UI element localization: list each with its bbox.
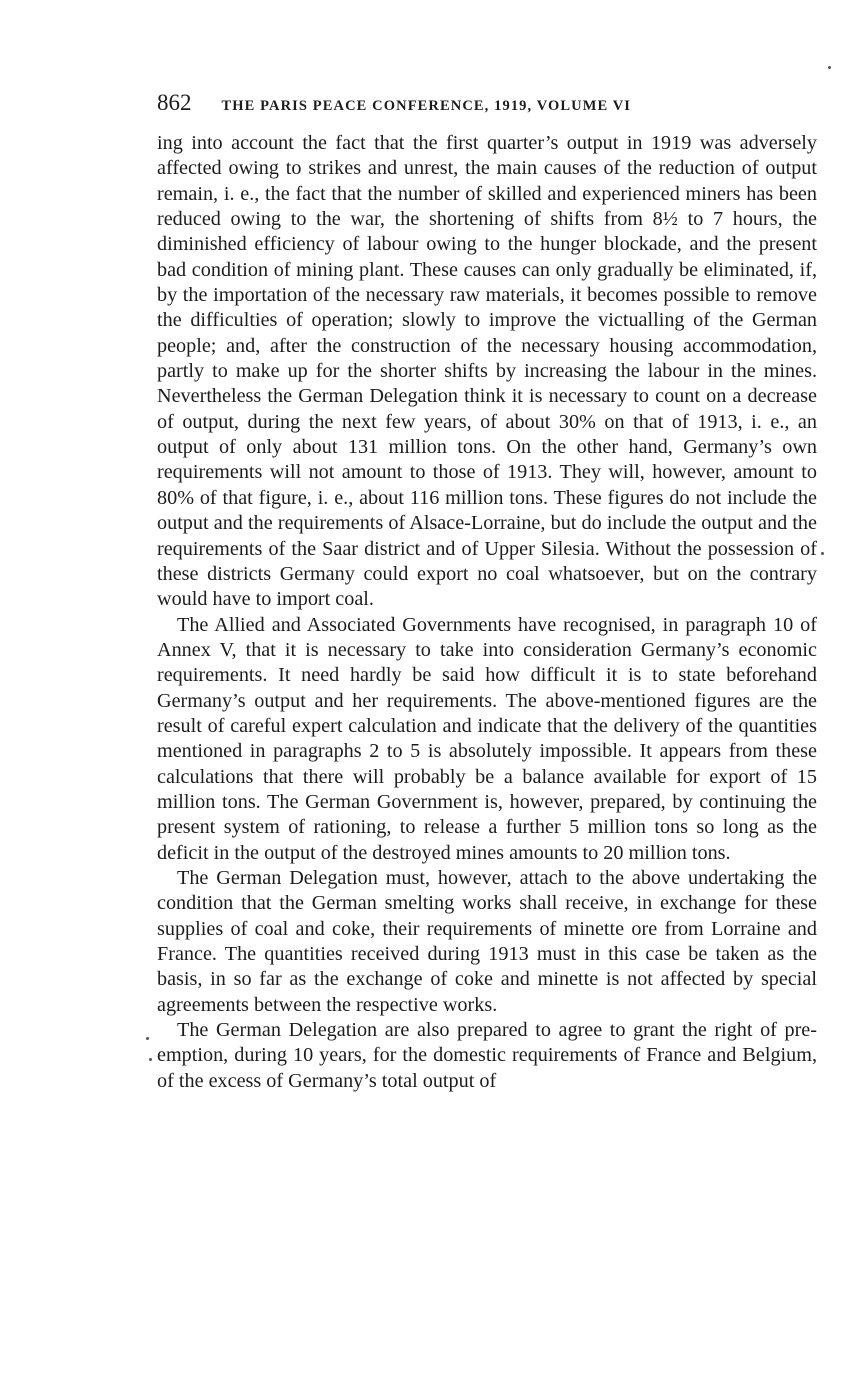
running-title: THE PARIS PEACE CONFERENCE, 1919, VOLUME VI [221,98,632,114]
paragraph: The German Delegation must, however, attach to the above undertaking the condition that the German smelting works shall receive, in exchange for these supplies of coal and coke, their requirements of minette ore from Lorraine and France. The quantities received during 1913 must in this case be taken as the basis, in so far as the exchange of coke and minette is not affected by special agreements between the respective works. [157,866,817,1016]
paragraph-continued: ing into account the fact that the first quarter’s output in 1919 was adversely affected owing to strikes and unrest, the main causes of the reduction of output remain, i. e., the fact that the number of skilled and experienced miners has been reduced owing to the war, the shortening of shifts from 8½ to 7 hours, the diminished efficiency of labour owing to the hunger blockade, and the present bad condition of mining plant. These causes can only gradually be eliminated, if, by the importation of the necessary raw materials, it becomes possible to remove the difficulties of operation; slowly to improve the victualling of the German people; and, after the construction of the necessary housing accommodation, partly to make up for the shorter shifts by increasing the labour in the mines. Nevertheless the German Delegation think it is necessary to count on a decrease of output, during the next few years, of about 30% on that of 1913, i. e., an output of only about 131 million tons. On the other hand, Germany’s own requirements will not amount to those of 1913. They will, however, amount to 80% of that figure, i. e., about 116 million tons. These figures do not include the output and the requirements of Alsace-Lorraine, but do include the output and the requirements of the Saar district and of Upper Silesia. Without the possession of these districts Germany could export no coal whatsoever, but on the contrary would have to import coal. [157,132,817,611]
scan-speck [149,1058,152,1061]
paragraph: The German Delegation are also prepared to agree to grant the right of pre-emption, during 10 years, for the domestic requirements of France and Belgium, of the excess of Germany’s total output of [157,1019,817,1092]
scan-speck [146,1037,149,1040]
scan-speck [828,66,831,69]
running-head [157,90,817,120]
paragraph: The Allied and Associated Governments have recognised, in paragraph 10 of Annex V, that it is necessary to take into consideration Germany’s economic requirements. It need hardly be said how difficult it is to state beforehand Germany’s output and her requirements. The above-mentioned figures are the result of careful expert calculation and indicate that the delivery of the quantities mentioned in paragraphs 2 to 5 is absolutely impossible. It appears from these calculations that there will probably be a balance available for export of 15 million tons. The German Government is, however, prepared, by continuing the present system of rationing, to release a further 5 million tons so long as the deficit in the output of the destroyed mines amounts to 20 million tons. [157,613,817,864]
scan-speck [821,552,824,555]
body-text [157,131,817,1094]
page-number: 862 [157,90,192,115]
